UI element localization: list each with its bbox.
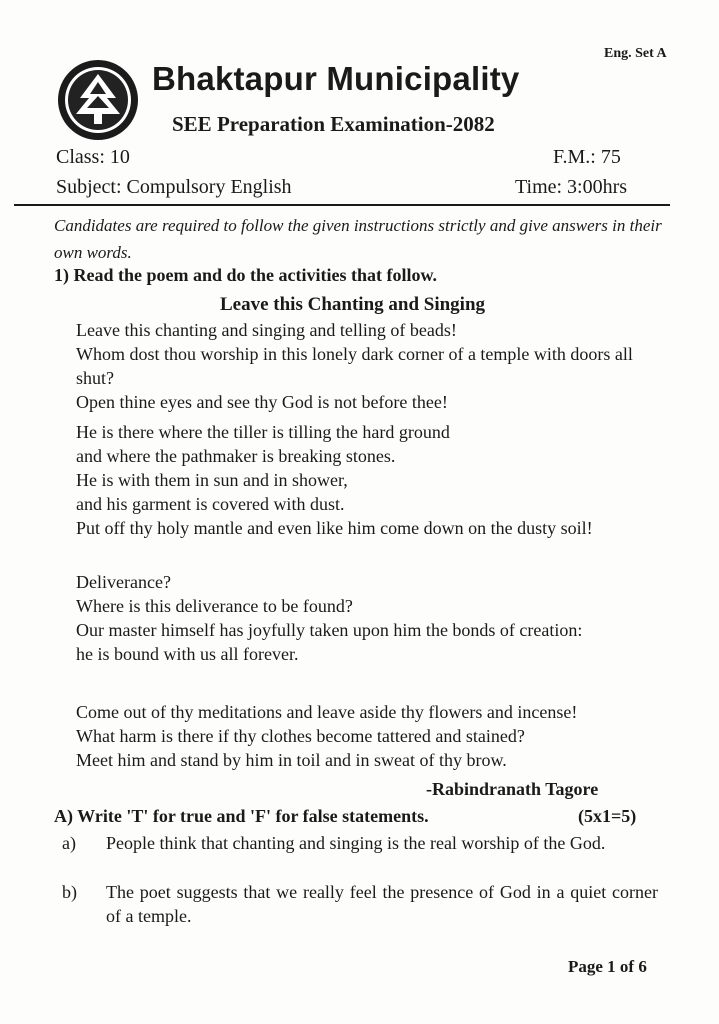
exam-title: SEE Preparation Examination-2082: [172, 112, 495, 136]
poem-stanza-3: [76, 570, 656, 666]
part-a-heading: A) Write 'T' for true and 'F' for false statements.: [54, 806, 429, 826]
poem-line: he is bound with us all forever.: [76, 644, 299, 664]
poem-stanza-1: [76, 318, 656, 414]
header-divider: [14, 204, 670, 206]
statement-text: The poet suggests that we really feel the presence of God in a quiet corner of a temple.: [106, 882, 658, 926]
part-a-marks: (5x1=5): [578, 806, 637, 826]
full-marks-label: F.M.: 75: [553, 146, 621, 168]
instructions-text: Candidates are required to follow the given instructions strictly and give answers in their own words.: [54, 216, 662, 262]
exam-set-label: Eng. Set A: [604, 46, 667, 61]
municipality-title: Bhaktapur Municipality: [152, 60, 520, 97]
poem-stanza-4: [76, 700, 656, 772]
time-label: Time: 3:00hrs: [515, 176, 628, 198]
poem-line: What harm is there if thy clothes become tattered and stained?: [76, 726, 525, 746]
statement-text: People think that chanting and singing is the real worship of the God.: [106, 833, 606, 853]
poem-author: -Rabindranath Tagore: [426, 779, 599, 799]
poem-title: Leave this Chanting and Singing: [220, 294, 486, 315]
municipality-logo: [56, 58, 140, 142]
statement-letter: a): [62, 833, 76, 853]
poem-line: Where is this deliverance to be found?: [76, 596, 353, 616]
poem-line: Open thine eyes and see thy God is not before thee!: [76, 392, 448, 412]
poem-line: Come out of thy meditations and leave aside thy flowers and incense!: [76, 702, 578, 722]
statement-letter: b): [62, 882, 77, 902]
question-1-heading: 1) Read the poem and do the activities that follow.: [54, 265, 437, 285]
class-label: Class: 10: [56, 146, 130, 168]
page-number: Page 1 of 6: [568, 957, 647, 976]
subject-label: Subject: Compulsory English: [56, 176, 292, 198]
poem-line: and where the pathmaker is breaking stones.: [76, 446, 396, 466]
statement-b: [62, 880, 658, 928]
poem-stanza-2: [76, 420, 656, 540]
poem-line: Put off thy holy mantle and even like him come down on the dusty soil!: [76, 518, 593, 538]
poem-line: Whom dost thou worship in this lonely dark corner of a temple with doors all shut?: [76, 344, 633, 388]
statement-a: [62, 831, 658, 855]
poem-line: and his garment is covered with dust.: [76, 494, 345, 514]
poem-line: Our master himself has joyfully taken upon him the bonds of creation:: [76, 620, 583, 640]
poem-line: Meet him and stand by him in toil and in sweat of thy brow.: [76, 750, 507, 770]
poem-line: Deliverance?: [76, 572, 171, 592]
poem-line: He is with them in sun and in shower,: [76, 470, 348, 490]
poem-line: He is there where the tiller is tilling the hard ground: [76, 422, 450, 442]
poem-line: Leave this chanting and singing and telling of beads!: [76, 320, 457, 340]
